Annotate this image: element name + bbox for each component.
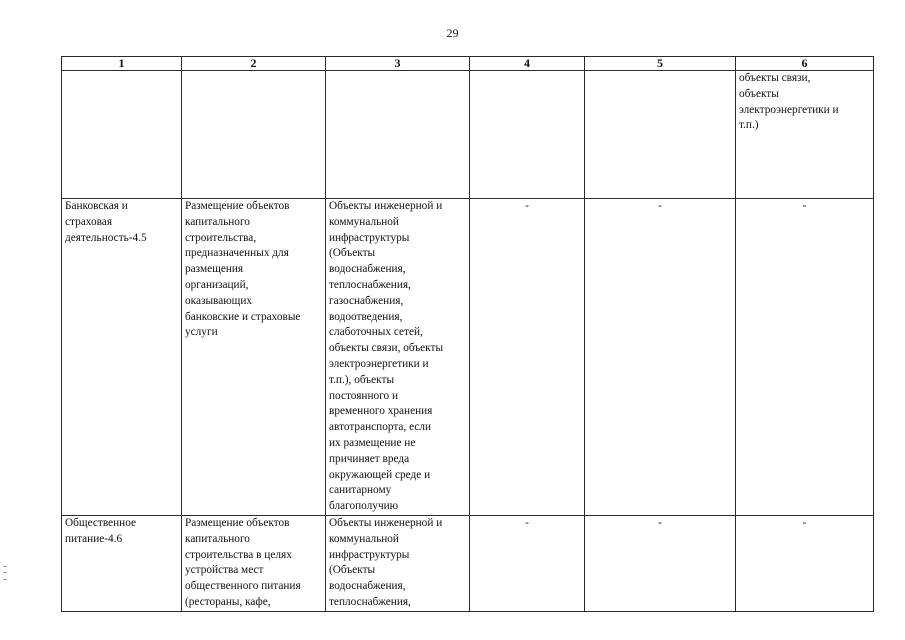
table-row (62, 199, 874, 516)
margin-mark (3, 566, 7, 580)
table-cell (326, 71, 470, 199)
column-header-1: 1 (62, 57, 182, 71)
auxiliary-use-cell: Объекты инженерной и коммунальной инфраструктуры (Объекты водоснабжения, теплоснабжения, газоснабжения, водоотведения, слаботочных сетей, объекты связи, объекты электроэнергетики и т.п.), объекты постоянного и временного хранения автотранспорта, если их размещение не причиняет вреда окружающей среде и санитарному благополучию (326, 199, 470, 516)
column-header-4: 4 (470, 57, 585, 71)
column-header-3: 3 (326, 57, 470, 71)
table-cell (182, 71, 326, 199)
dash-cell: - (470, 515, 585, 611)
dash-cell: - (585, 199, 736, 516)
page-number: 29 (446, 26, 459, 40)
continued-text: объекты связи, объекты электроэнергетики и т.п.) (739, 72, 839, 132)
description-cell: Размещение объектов капитального строительства, предназначенных для размещения организаций, оказывающих банковские и страховые услуги (182, 199, 326, 516)
dash-cell: - (736, 199, 874, 516)
table-cell (62, 71, 182, 199)
table-row (62, 71, 874, 199)
description-cell: Размещение объектов капитального строительства в целях устройства мест общественного питания (рестораны, кафе, (182, 515, 326, 611)
table-row (62, 515, 874, 611)
table-cell (585, 71, 736, 199)
column-header-6: 6 (736, 57, 874, 71)
zoning-table (61, 56, 874, 612)
dash-cell: - (470, 199, 585, 516)
dash-cell: - (736, 515, 874, 611)
column-header-2: 2 (182, 57, 326, 71)
land-use-type-cell: Банковская и страховая деятельность-4.5 (62, 199, 182, 516)
table-cell (736, 71, 874, 199)
dash-cell: - (585, 515, 736, 611)
table-cell (470, 71, 585, 199)
land-use-type-cell: Общественное питание-4.6 (62, 515, 182, 611)
header-row (62, 57, 874, 71)
column-header-5: 5 (585, 57, 736, 71)
auxiliary-use-cell: Объекты инженерной и коммунальной инфраструктуры (Объекты водоснабжения, теплоснабжения, (326, 515, 470, 611)
